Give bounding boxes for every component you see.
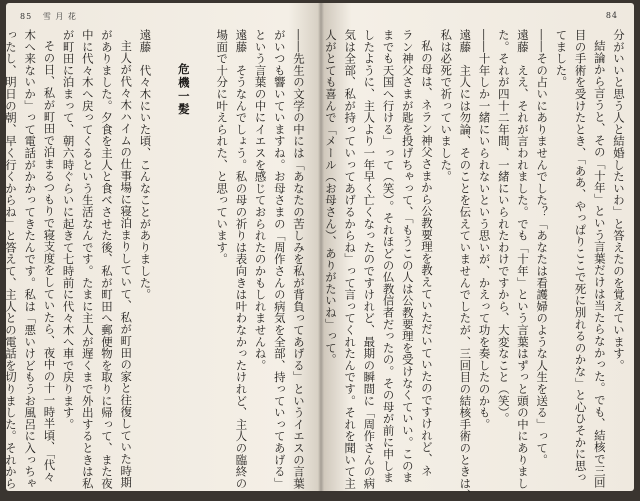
right-page-body xyxy=(323,29,628,501)
text-line: ラン神父さまが匙を投げちゃって、「もうこの人は公教要理を受けなくていい。このま xyxy=(400,29,415,484)
text-line: ――その占いにありませんでした？「あなたは看護婦のような人生を送る」って。 xyxy=(535,29,550,466)
left-page xyxy=(3,3,320,491)
text-line: 人がとても喜んで「メール（お母さん）、ありがたいね」って。 xyxy=(323,29,338,366)
text-line: 木へ来ないか」って電話がかかってきたんです。私は「悪いけどもうお風呂に入っちゃ xyxy=(23,29,38,490)
text-line: 遠藤 ええ、それが言われました。でも「十年」という言葉はずっと頭の中にありまし xyxy=(515,29,530,490)
text-line: ――先生の文学の中には「あなたの苦しみを私が背負ってあげる」というイエスの言葉 xyxy=(292,29,306,490)
text-line: ――十年しか一緒にいられないという思いが、かえって功を奏したのかも。 xyxy=(477,29,492,431)
text-line: 結論から言うと、その「十年」という言葉だけは当たらなかった。でも、結核で三回 xyxy=(592,40,607,489)
text-line: 私の母は、ネラン神父さまから公教要理を教えていただいていたのですけれど、ネ xyxy=(419,40,434,477)
left-page-number: 85 xyxy=(20,12,33,21)
text-line: 遠藤 代々木にいた頃、こんなことがありました。 xyxy=(138,29,153,301)
right-page-header xyxy=(606,11,618,20)
text-line: 主人が代々木ハイムの仕事場に寝泊まりしていて、私が町田の家と往復していた時期 xyxy=(119,40,134,489)
text-line: 気は全部、私が持っていってあげるからね」って言ってくれたんです。それを聞いて主 xyxy=(343,29,358,490)
left-page-body xyxy=(3,29,308,490)
section-heading: 危機一髪 xyxy=(176,63,191,117)
text-line: その日、私が町田で泊まるつもりで寝支度をしていたら、夜中の十一時半頃、「代々 xyxy=(42,40,57,484)
book-spread xyxy=(3,3,634,501)
text-line: が町田に泊まって、朝六時ぐらいに起きて七時前に代々木へ車で戻ります。 xyxy=(61,29,76,431)
text-line: 目の手術を受けたとき、「ああ、やっぱりここで死に別れるのかな」と心ひそかに思っ xyxy=(573,29,588,484)
text-line: 中に代々木へ戻ってくるという生活なんです。たまに主人が遅くまで外出するときは私 xyxy=(80,29,95,490)
text-line: までも天国へ行ける」って（笑）。それほどの仏教信者だったの。その母が前に申しま xyxy=(381,29,396,484)
text-line: 私は必死で祈っていました。 xyxy=(439,29,454,183)
text-line: ったし、明日の朝、早く行くからね」と答えて、主人との電話を切りました。それから xyxy=(3,29,18,490)
blank-line xyxy=(154,29,173,477)
text-line: 分がいいと思う人と結婚したいわ」と答えたのを覚えています。 xyxy=(612,29,626,372)
blank-line xyxy=(193,29,212,477)
text-line: 遠藤 主人には勿論、そのことを伝えていませんでしたが、三回目の結核手術のときは、 xyxy=(458,29,473,501)
left-page-header xyxy=(20,11,77,22)
right-page xyxy=(322,3,634,501)
text-line: 場面で十分に叶えられた、と思っています。 xyxy=(215,29,230,265)
text-line: がありました。夕食を主人と食べさせた後、私が町田へ郵便物を取りに帰って、また夜 xyxy=(100,29,114,490)
running-title: 雪 月 花 xyxy=(42,12,77,21)
right-page-number: 84 xyxy=(605,11,618,20)
text-line: 遠藤 そうなんでしょう。私の母の祈りは表向きは叶わなかったけれど、主人の臨終の xyxy=(234,29,249,490)
text-line: がいつも響いていますね。お母さまの「周作さんの病気を全部、持っていってあげる」 xyxy=(272,29,287,490)
text-line: た。それが四十二年間、一緒にいられたわけですから、大変なこと（笑）。 xyxy=(496,29,511,425)
text-line: てました。 xyxy=(554,29,569,88)
text-line: という言葉の中にイエスを感じておられたのかもしれませんね。 xyxy=(253,29,268,372)
text-line: したように、主人より一年早く亡くなったのですけれど、最期の瞬間に「周作さんの病 xyxy=(362,29,377,490)
